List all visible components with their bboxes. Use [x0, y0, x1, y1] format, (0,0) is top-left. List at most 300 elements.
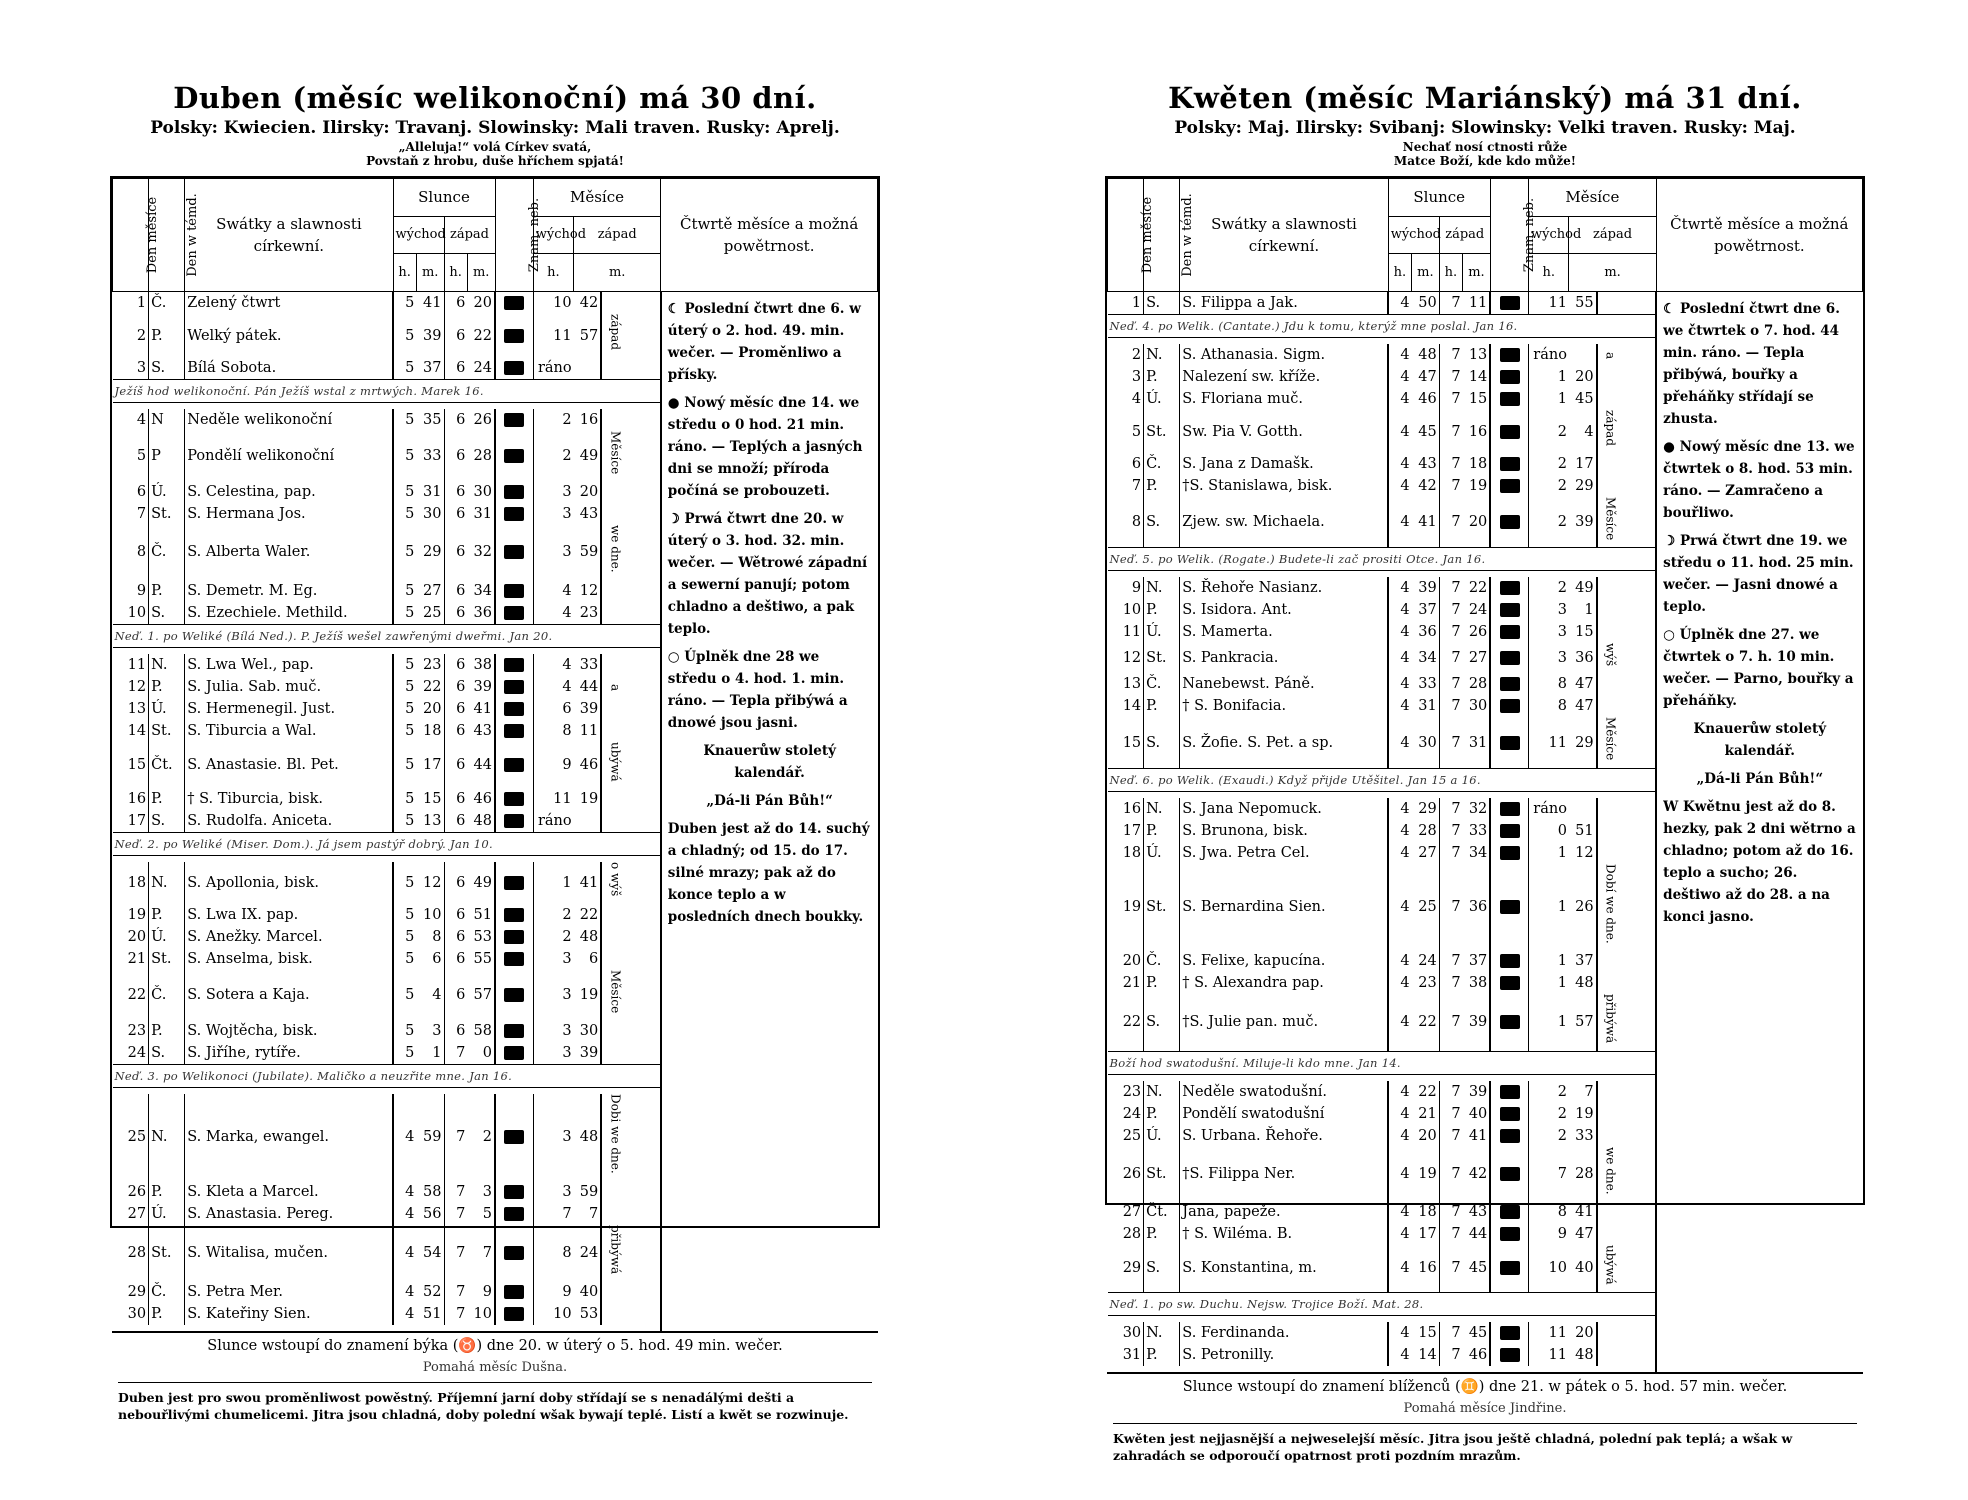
weekday: N. [149, 862, 185, 903]
weekday: Ú. [149, 1203, 185, 1225]
sunrise-minute: 17 [1418, 1226, 1437, 1243]
zodiac-sign-icon [495, 525, 533, 580]
weather-column [1597, 994, 1657, 1051]
moonset: 26 [1575, 899, 1594, 915]
weather-column [1597, 475, 1657, 497]
sun-entry: Slunce wstoupí do znamení blíženců (♊) dne 21. w pátek o 5. hod. 57 min. wečer. [1182, 1378, 1788, 1395]
sunset-hour: 7 [1439, 1344, 1462, 1366]
header-m: m. [1412, 254, 1440, 292]
feast-name: S. Petra Mer. [185, 1281, 393, 1303]
header-h: h. [533, 254, 573, 292]
weekday: St. [149, 503, 185, 525]
moonrise: 3 [533, 948, 573, 970]
sunrise-hour: 5 [393, 698, 416, 720]
moonset: 33 [1575, 1127, 1594, 1144]
weather-column [601, 1020, 661, 1042]
moonrise: 3 [533, 970, 573, 1020]
zodiac-sign-icon [1490, 842, 1528, 864]
sunrise-hour: 5 [393, 676, 416, 698]
header-sun: Slunce [1388, 179, 1490, 217]
weekday: S. [1144, 497, 1180, 548]
sun-entry-sub: Pomahá měsíc Dušna. [422, 1359, 568, 1375]
sunset-minute: 46 [1468, 1346, 1488, 1363]
weather-column [601, 314, 661, 357]
sunset-hour: 7 [1439, 388, 1462, 410]
sunrise-minute: 51 [423, 1305, 442, 1322]
feast-name: †S. Filippa Ner. [1180, 1147, 1388, 1202]
calendar-body [1108, 292, 1863, 1372]
sunrise-hour: 5 [393, 1020, 416, 1042]
moonset [1569, 798, 1597, 820]
feast-name: S. Jana z Damašk. [1180, 453, 1388, 475]
zodiac-glyph-icon [1500, 846, 1520, 860]
sunset-hour: 7 [1439, 798, 1462, 820]
day-number: 24 [1122, 1105, 1142, 1122]
weather-column [1597, 643, 1657, 673]
weather-label: a [608, 683, 623, 691]
moonrise: 8 [533, 1225, 573, 1281]
zodiac-sign-icon [495, 292, 533, 315]
sunrise-hour: 4 [1388, 1344, 1411, 1366]
moonrise: 0 [1529, 820, 1569, 842]
moonrise: 9 [1529, 1223, 1569, 1245]
feast-name: S. Urbana. Řehoře. [1180, 1125, 1388, 1147]
sunrise-minute: 33 [1418, 676, 1437, 693]
sunrise-minute: 27 [1418, 844, 1437, 861]
zodiac-glyph-icon [504, 1207, 524, 1221]
moonrise: 3 [1529, 643, 1569, 673]
moonset: 39 [579, 700, 599, 717]
day-number: 3 [136, 360, 147, 376]
weekday: P. [149, 904, 185, 926]
weekday: Ú. [149, 698, 185, 720]
sunrise-hour: 5 [393, 904, 416, 926]
zodiac-sign-icon [495, 676, 533, 698]
zodiac-glyph-icon [1500, 425, 1520, 439]
header-feasts: Swátky a slawnosti církewní. [1180, 179, 1388, 292]
sunrise-hour: 5 [393, 810, 416, 833]
weekday: S. [149, 357, 185, 380]
day-number: 7 [1131, 478, 1142, 494]
zodiac-sign-icon [495, 431, 533, 481]
weather-column [601, 481, 661, 503]
month-description: Kwěten jest nejjasnější a nejweselejší měsíc. Jitra jsou ještě chladná, polední pak teplá; a wšak w zahradách se odporoučí opatrnost proti pozdním mrazům. [1113, 1423, 1857, 1464]
day-number: 12 [1122, 650, 1142, 667]
feast-name: S. Anastasia. Pereg. [185, 1203, 393, 1225]
sunrise-hour: 4 [1388, 497, 1411, 548]
sunrise-minute: 28 [1418, 822, 1437, 839]
moonset: 23 [579, 604, 599, 621]
moonset: 20 [1575, 369, 1594, 385]
weather-column [601, 788, 661, 810]
moonrise: 7 [533, 1203, 573, 1225]
sunrise-minute: 24 [1418, 953, 1437, 970]
zodiac-sign-icon [1490, 1245, 1528, 1292]
weather-label: Měsíce [1603, 717, 1618, 761]
header-day-of-month: Den měsíce [1108, 179, 1144, 292]
zodiac-sign-icon [495, 1042, 533, 1065]
day-number: 12 [127, 678, 147, 695]
moonset: 7 [589, 1205, 599, 1222]
sunset-hour: 7 [1439, 1245, 1462, 1292]
zodiac-sign-icon [495, 1225, 533, 1281]
weekday: P. [149, 1181, 185, 1203]
zodiac-glyph-icon [504, 584, 524, 598]
weather-label: přibýwá [608, 1224, 623, 1274]
day-number: 24 [127, 1044, 147, 1061]
weather-column [1597, 344, 1657, 366]
weekday: N. [1144, 344, 1180, 366]
sunset-hour: 7 [1439, 599, 1462, 621]
day-number: 1 [136, 295, 147, 311]
moonrise: 8 [1529, 673, 1569, 695]
moonset: 45 [1575, 391, 1594, 407]
zodiac-glyph-icon [504, 930, 524, 944]
weekday: N. [149, 1094, 185, 1181]
zodiac-glyph-icon [504, 1246, 524, 1260]
zodiac-sign-icon [1490, 366, 1528, 388]
weather-column [1597, 599, 1657, 621]
zodiac-sign-icon [495, 810, 533, 833]
sunrise-hour: 4 [1388, 717, 1411, 768]
moonset: 30 [579, 1022, 599, 1039]
zodiac-glyph-icon [504, 702, 524, 716]
sunset-hour: 6 [444, 970, 467, 1020]
zodiac-glyph-icon [504, 1130, 524, 1144]
zodiac-glyph-icon [1500, 824, 1520, 838]
sunrise-hour: 4 [1388, 577, 1411, 599]
zodiac-glyph-icon [504, 361, 524, 375]
sunrise-minute: 30 [423, 506, 442, 523]
zodiac-glyph-icon [504, 792, 524, 806]
zodiac-glyph-icon [1500, 736, 1520, 750]
sunset-hour: 7 [444, 1181, 467, 1203]
sunrise-minute: 41 [423, 295, 442, 311]
sunrise-minute: 3 [432, 1022, 442, 1039]
sunrise-minute: 41 [1418, 514, 1437, 531]
weekday: P. [149, 580, 185, 602]
moonrise: 2 [1529, 453, 1569, 475]
sunset-minute: 37 [1468, 953, 1488, 970]
moonset: 17 [1575, 456, 1594, 472]
month-names-languages: Polsky: Maj. Ilirsky: Svibanj: Slowinsky: Velki traven. Rusky: Maj. [1174, 118, 1796, 138]
zodiac-sign-icon [1490, 1322, 1528, 1344]
moonrise: 8 [1529, 695, 1569, 717]
sunset-hour: 7 [1439, 673, 1462, 695]
feast-name: S. Lwa Wel., pap. [185, 654, 393, 676]
day-number: 17 [127, 813, 147, 830]
sunrise-hour: 4 [1388, 864, 1411, 951]
day-number: 11 [1122, 624, 1142, 641]
weekday: Ú. [1144, 842, 1180, 864]
sunrise-minute: 25 [423, 604, 442, 621]
sunset-hour: 7 [1439, 366, 1462, 388]
zodiac-sign-icon [495, 1181, 533, 1203]
weather-column [601, 698, 661, 720]
sunset-minute: 42 [1468, 1165, 1488, 1182]
weather-column [601, 926, 661, 948]
moonrise: 3 [1529, 621, 1569, 643]
weather-column [601, 720, 661, 742]
day-number: 13 [127, 700, 147, 717]
sunset-minute: 51 [473, 906, 492, 923]
feast-name: S. Kleta a Marcel. [185, 1181, 393, 1203]
zodiac-glyph-icon [1500, 370, 1520, 384]
weekday: N. [149, 654, 185, 676]
sun-entry-sub: Pomahá měsíce Jindřine. [1403, 1400, 1567, 1416]
sunrise-minute: 42 [1418, 478, 1437, 494]
moonset: 48 [1575, 1346, 1594, 1363]
weekday: Č. [149, 292, 185, 315]
weekday: P. [1144, 475, 1180, 497]
day-row [1108, 292, 1863, 315]
zodiac-sign-icon [1490, 864, 1528, 951]
day-number: 19 [1122, 899, 1142, 915]
feast-name: S. Jana Nepomuck. [1180, 798, 1388, 820]
zodiac-sign-icon [1490, 798, 1528, 820]
sunset-minute: 32 [1468, 800, 1488, 817]
sunset-minute: 22 [473, 327, 492, 344]
moonset: 59 [579, 1183, 599, 1200]
calendar-box [110, 176, 880, 1422]
sunset-minute: 26 [473, 412, 492, 428]
weekday: P. [1144, 972, 1180, 994]
sunset-hour: 6 [444, 602, 467, 625]
sunset-minute: 0 [482, 1044, 492, 1061]
moonset: 19 [579, 791, 599, 808]
sunrise-minute: 52 [423, 1283, 442, 1300]
weather-column [1597, 497, 1657, 548]
moonset: 47 [1575, 676, 1594, 693]
sunset-minute: 16 [1468, 423, 1488, 440]
sunrise-hour: 4 [1388, 950, 1411, 972]
sunset-hour: 7 [1439, 717, 1462, 768]
sunset-hour: 6 [444, 654, 467, 676]
moonrise: 3 [533, 1094, 573, 1181]
moonrise: 1 [1529, 972, 1569, 994]
zodiac-glyph-icon [1500, 457, 1520, 471]
sunset-minute: 27 [1468, 650, 1488, 667]
sunset-minute: 18 [1468, 456, 1488, 472]
gospel-note: Ježíš hod welikonoční. Pán Ježíš wstal z mrtwých. Marek 16. [113, 380, 661, 403]
zodiac-sign-icon [1490, 1081, 1528, 1103]
sunset-minute: 39 [1468, 1014, 1488, 1031]
sunrise-hour: 5 [393, 409, 416, 431]
zodiac-sign-icon [1490, 950, 1528, 972]
sunrise-minute: 18 [423, 722, 442, 739]
day-number: 25 [127, 1129, 147, 1146]
sunset-hour: 7 [1439, 1081, 1462, 1103]
month-title: Kwěten (měsíc Mariánský) má 31 dní. [1168, 81, 1802, 115]
sunset-minute: 30 [473, 484, 492, 501]
moonrise: 10 [533, 1303, 573, 1325]
moonrise: 1 [1529, 950, 1569, 972]
day-number: 14 [127, 722, 147, 739]
weather-column [1597, 388, 1657, 410]
sunset-hour: 6 [444, 525, 467, 580]
sunset-hour: 7 [1439, 621, 1462, 643]
moonrise: 1 [1529, 842, 1569, 864]
feast-name: †S. Julie pan. muč. [1180, 994, 1388, 1051]
header-m: m. [574, 254, 661, 292]
feast-name: †S. Stanislawa, bisk. [1180, 475, 1388, 497]
sunset-minute: 36 [473, 604, 492, 621]
moonset: 46 [579, 757, 599, 774]
sunset-minute: 20 [1468, 514, 1488, 531]
moonrise: 3 [1529, 599, 1569, 621]
motto-line-1: „Alleluja!“ volá Církev svatá, [398, 140, 592, 154]
moonrise: 8 [1529, 1201, 1569, 1223]
weather-column [601, 676, 661, 698]
zodiac-sign-icon [495, 1020, 533, 1042]
moon-note: ☾ Poslední čtwrt dne 6. we čtwrtek o 7. hod. 44 min. ráno. — Tepla přibýwá, bouřky a přeháňky střídají se zhusta. [1663, 301, 1840, 427]
sunrise-hour: 4 [1388, 798, 1411, 820]
moonset: 12 [1575, 844, 1594, 861]
weather-label: wýš [1603, 643, 1618, 667]
moonrise: 4 [533, 676, 573, 698]
feast-name: Welký pátek. [185, 314, 393, 357]
weekday: P. [1144, 366, 1180, 388]
zodiac-sign-icon [495, 503, 533, 525]
sunset-minute: 28 [473, 448, 492, 465]
moon-note: W Kwětnu jest až do 8. hezky, pak 2 dni wětrno a chladno; potom až do 16. teplo a sucho; 26. deštiwo až do 28. a na konci jasno. [1663, 799, 1856, 925]
day-number: 29 [127, 1283, 147, 1300]
moon-note: ○ Úplněk dne 28 we středu o 4. hod. 1. min. ráno. — Tepla přibýwá a dnowé jsou jasni. [667, 649, 848, 731]
sunset-minute: 31 [1468, 734, 1488, 751]
feast-name: Pondělí swatodušní [1180, 1103, 1388, 1125]
header-moon-rise: wýchod [1529, 216, 1569, 254]
motto-line-1: Nechať nosí ctnosti růže [1402, 140, 1568, 154]
weather-column [1597, 1201, 1657, 1223]
weekday: N. [1144, 798, 1180, 820]
zodiac-glyph-icon [504, 545, 524, 559]
weather-label: a [1603, 351, 1618, 359]
sunrise-minute: 22 [423, 678, 442, 695]
zodiac-sign-icon [1490, 1125, 1528, 1147]
moonrise: 11 [1529, 292, 1569, 315]
day-number: 13 [1122, 676, 1142, 693]
moonset: 41 [579, 874, 599, 891]
zodiac-sign-icon [1490, 621, 1528, 643]
feast-name: S. Jiříhe, rytíře. [185, 1042, 393, 1065]
sunset-minute: 57 [473, 986, 492, 1003]
zodiac-sign-icon [495, 1303, 533, 1325]
sunrise-minute: 27 [423, 582, 442, 599]
sunrise-hour: 4 [1388, 972, 1411, 994]
sunset-minute: 2 [482, 1129, 492, 1146]
zodiac-glyph-icon [1500, 1261, 1520, 1275]
moon-note: ☽ Prwá čtwrt dne 19. we středu o 11. hod. 25 min. wečer. — Jasni dnowé a teplo. [1663, 533, 1854, 615]
zodiac-glyph-icon [1500, 625, 1520, 639]
sunset-hour: 6 [444, 676, 467, 698]
sunset-hour: 7 [1439, 1201, 1462, 1223]
sunset-hour: 6 [444, 926, 467, 948]
zodiac-glyph-icon [504, 485, 524, 499]
day-number: 18 [127, 874, 147, 891]
zodiac-glyph-icon [1500, 603, 1520, 617]
moonrise: 4 [533, 580, 573, 602]
zodiac-sign-icon [495, 1094, 533, 1181]
sunset-minute: 41 [1468, 1127, 1488, 1144]
weekday: P. [149, 314, 185, 357]
sunset-hour: 7 [1439, 972, 1462, 994]
sunset-minute: 15 [1468, 391, 1488, 407]
day-number: 2 [1131, 347, 1142, 363]
sunset-hour: 6 [444, 292, 467, 315]
sunrise-minute: 30 [1418, 734, 1437, 751]
sunrise-minute: 43 [1418, 456, 1437, 472]
sunset-hour: 7 [1439, 1147, 1462, 1202]
moonset: 4 [1584, 423, 1594, 440]
header-h: h. [1529, 254, 1569, 292]
feast-name: S. Kateřiny Sien. [185, 1303, 393, 1325]
day-number: 7 [136, 506, 147, 523]
feast-name: Nalezení sw. kříže. [1180, 366, 1388, 388]
moonset: 7 [1584, 1083, 1594, 1100]
day-number: 21 [127, 950, 147, 967]
weekday: P. [1144, 820, 1180, 842]
zodiac-glyph-icon [504, 876, 524, 890]
header-sun-set: západ [444, 216, 495, 254]
header-h: h. [444, 254, 467, 292]
weekday: P. [149, 1020, 185, 1042]
day-number: 21 [1122, 975, 1142, 992]
sunrise-minute: 1 [432, 1044, 442, 1061]
moonrise: 2 [1529, 1125, 1569, 1147]
zodiac-glyph-icon [504, 908, 524, 922]
moonset: 16 [579, 412, 599, 428]
sunset-minute: 30 [1468, 698, 1488, 715]
day-number: 3 [1131, 369, 1142, 385]
sunrise-minute: 14 [1418, 1346, 1437, 1363]
moon-note: ● Nowý měsíc dne 13. we čtwrtek o 8. hod. 53 min. ráno. — Zamračeno a bouřliwo. [1663, 439, 1855, 521]
zodiac-glyph-icon [504, 507, 524, 521]
weather-label: Měsíce [608, 969, 623, 1013]
sunrise-hour: 4 [1388, 1103, 1411, 1125]
day-number: 8 [1131, 514, 1142, 531]
weather-column [601, 357, 661, 380]
sunrise-minute: 20 [1418, 1127, 1437, 1144]
weather-column [1597, 410, 1657, 453]
zodiac-glyph-icon [504, 1046, 524, 1060]
day-number: 2 [136, 327, 147, 344]
zodiac-sign-icon [495, 314, 533, 357]
sunset-hour: 7 [444, 1281, 467, 1303]
moonset: 19 [1575, 1105, 1594, 1122]
sunset-minute: 36 [1468, 899, 1488, 915]
zodiac-sign-icon [1490, 972, 1528, 994]
sunset-minute: 33 [1468, 822, 1488, 839]
weather-label: západ [608, 314, 623, 350]
zodiac-glyph-icon [1500, 802, 1520, 816]
day-number: 22 [1122, 1014, 1142, 1031]
zodiac-glyph-icon [504, 606, 524, 620]
weekday: St. [149, 720, 185, 742]
header-moon-set: západ [574, 216, 661, 254]
sunset-hour: 6 [444, 503, 467, 525]
header-sign: Znam. neb. [495, 179, 533, 292]
weather-column [601, 948, 661, 970]
weather-label: o wýš [608, 862, 623, 897]
sunrise-minute: 50 [1418, 295, 1437, 311]
zodiac-glyph-icon [1500, 699, 1520, 713]
weather-column [1597, 1344, 1657, 1366]
feast-name: Zjew. sw. Michaela. [1180, 497, 1388, 548]
weekday: P. [1144, 1223, 1180, 1245]
moonset: 55 [1575, 295, 1594, 311]
moonset: 24 [579, 1244, 599, 1261]
header-m: m. [1463, 254, 1491, 292]
